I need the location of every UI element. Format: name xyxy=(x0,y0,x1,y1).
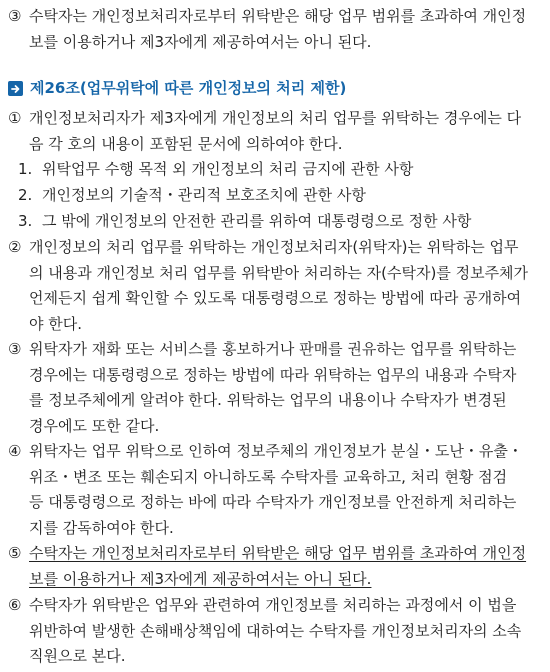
clause-marker: ① xyxy=(8,109,22,127)
clause-marker: ② xyxy=(8,238,22,256)
clause-1 xyxy=(8,106,541,157)
clause-2 xyxy=(8,235,541,337)
clause-marker: ④ xyxy=(8,442,22,460)
clause-text: 개인정보의 처리 업무를 위탁하는 개인정보처리자(위탁자)는 위탁하는 업무 의 내용과 개인정보 처리 업무를 위탁받아 처리하는 자(수탁자)를 정보주체가 언제든지 쉽게 확인할 수 있도록 대통령령으로 정하는 방법에 따라 공개하여 야 한다. xyxy=(29,238,529,333)
clause-text: 위탁자가 재화 또는 서비스를 홍보하거나 판매를 권유하는 업무를 위탁하는 경우에는 대통령령으로 정하는 방법에 따라 위탁하는 업무의 내용과 수탁자 를 정보주체에게 알려야 한다. 위탁하는 업무의 내용이나 수탁자가 변경된 경우에도 또한 같다. xyxy=(29,340,517,435)
intro-clause xyxy=(8,4,541,55)
clause-text: 수탁자는 개인정보처리자로부터 위탁받은 해당 업무 범위를 초과하여 개인정 보를 이용하거나 제3자에게 제공하여서는 아니 된다. xyxy=(29,544,527,588)
clause-6 xyxy=(8,593,541,670)
clause-text: 수탁자는 개인정보처리자로부터 위탁받은 해당 업무 범위를 초과하여 개인정 보를 이용하거나 제3자에게 제공하여서는 아니 된다. xyxy=(29,7,527,51)
subitem-2 xyxy=(8,183,541,209)
subitem-marker: 2. xyxy=(18,186,33,204)
clause-3 xyxy=(8,337,541,439)
subitem-text: 그 밖에 개인정보의 안전한 관리를 위하여 대통령령으로 정한 사항 xyxy=(42,212,472,230)
clause-marker: ③ xyxy=(8,340,22,358)
clause-text: 위탁자는 업무 위탁으로 인하여 정보주체의 개인정보가 분실・도난・유출・ 위조・변조 또는 훼손되지 아니하도록 수탁자를 교육하고, 처리 현황 점검 등 대통령령으로 정하는 바에 따라 수탁자가 개인정보를 안전하게 처리하는 지를 감독하여야 한다. xyxy=(29,442,523,537)
subitem-marker: 3. xyxy=(18,212,33,230)
subitem-marker: 1. xyxy=(18,160,33,178)
arrow-right-square-icon xyxy=(8,81,23,96)
article-heading xyxy=(8,76,541,102)
clause-marker: ⑥ xyxy=(8,596,22,614)
clause-marker: ③ xyxy=(8,7,22,25)
subitem-text: 개인정보의 기술적・관리적 보호조치에 관한 사항 xyxy=(42,186,366,204)
clause-text: 수탁자가 위탁받은 업무와 관련하여 개인정보를 처리하는 과정에서 이 법을 위반하여 발생한 손해배상책임에 대하여는 수탁자를 개인정보처리자의 소속 직원으로 본다. xyxy=(29,596,522,665)
clause-text: 개인정보처리자가 제3자에게 개인정보의 처리 업무를 위탁하는 경우에는 다 음 각 호의 내용이 포함된 문서에 의하여야 한다. xyxy=(29,109,522,153)
clause-4 xyxy=(8,439,541,541)
clause-5 xyxy=(8,541,541,592)
clause-marker: ⑤ xyxy=(8,544,22,562)
subitem-1 xyxy=(8,157,541,183)
article-heading-text: 제26조(업무위탁에 따른 개인정보의 처리 제한) xyxy=(30,79,347,97)
subitem-text: 위탁업무 수행 목적 외 개인정보의 처리 금지에 관한 사항 xyxy=(42,160,414,178)
subitem-3 xyxy=(8,209,541,235)
